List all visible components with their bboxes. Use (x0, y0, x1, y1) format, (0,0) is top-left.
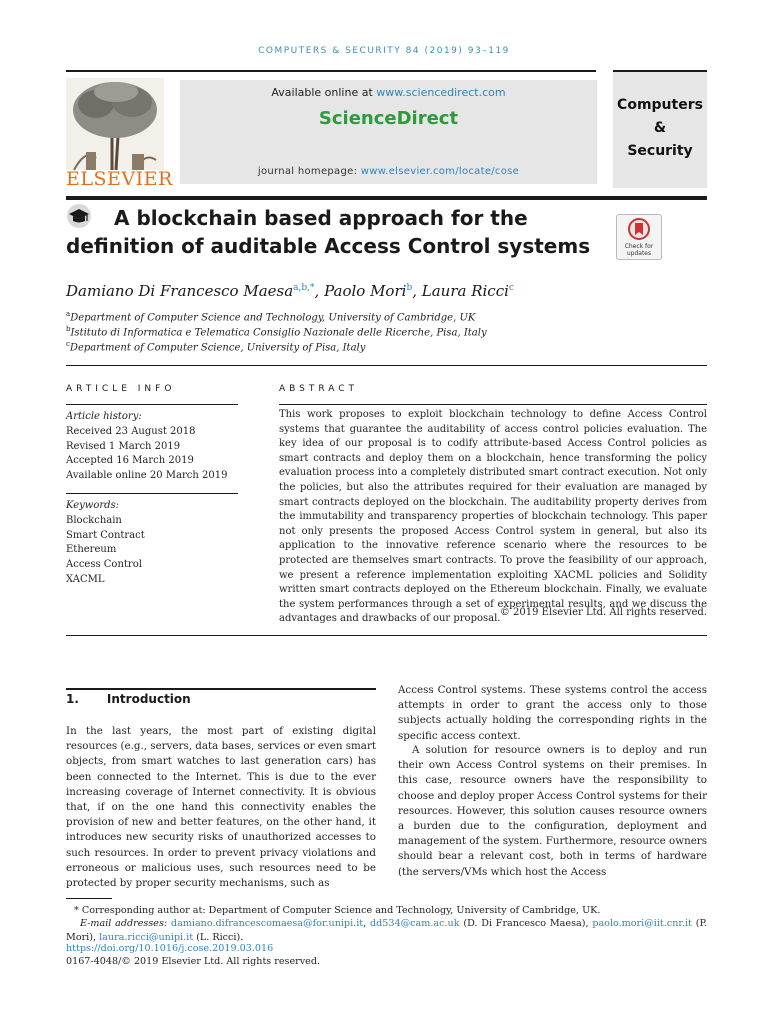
affiliation-separator (66, 365, 707, 366)
history-revised: Revised 1 March 2019 (66, 440, 181, 452)
available-online-line (180, 86, 597, 99)
keywords-rule (66, 493, 238, 494)
elsevier-wordmark: ELSEVIER (66, 168, 173, 190)
keyword-item: XACML (66, 573, 105, 585)
affiliation-b (66, 325, 487, 338)
issn-copyright: 0167-4048/© 2019 Elsevier Ltd. All rights reserved. (66, 956, 321, 967)
keywords-label: Keywords: (66, 500, 120, 511)
sciencedirect-link[interactable]: www.sciencedirect.com (376, 86, 506, 99)
intro-paragraph-1: In the last years, the most part of existing digital resources (e.g., servers, data bases, services or even smart objects, from smart watches to last generation cars) has been connected to the Internet. This is due to the ever increasing coverage of Internet connectivity. It is obvious that, if on the one hand this connectivity enables the provision of new and better features, on the other hand, it introduces new security risks of unauthorized accesses to such resources. In order to prevent privacy violations and erroneous or malicious uses, such resources need to be protected by proper security mechanisms, such as (66, 725, 376, 890)
title-line-1 (66, 204, 606, 232)
cover-line-3: Security (627, 143, 693, 159)
affiliation-a (66, 310, 475, 323)
abstract-body: This work proposes to exploit blockchain technology to define Access Control systems that guarantee the auditability of access control policies evaluation. The key idea of our proposal is to codify attribute-based Access Control policies as smart contracts and deploy them on a blockchain, hence transforming the policy evaluation process into a completely distributed smart contract execution. Not only the policies, but also the attributes required for their evaluation are managed by smart contracts deployed on the blockchain. The auditability property derives from the immutability and transparency properties of blockchain technology. This paper not only presents the proposed Access Control system in general, but also its application to the innovative reference scenario where the resources to be protected are themselves smart contracts. To prove the feasibility of our approach, we present a reference implementation exploiting XACML policies and Solidity written smart contracts deployed on the Ethereum blockchain. Finally, we evaluate the system performances through a set of experimental results, and we discuss the advantages and drawbacks of our proposal. (279, 409, 707, 625)
abstract-copyright: © 2019 Elsevier Ltd. All rights reserved. (499, 607, 707, 618)
affiliation-marker: b (66, 325, 71, 333)
affiliation-marker: a (66, 310, 71, 318)
footnote-rule (66, 898, 112, 899)
email-link[interactable]: dd534@cam.ac.uk (369, 918, 460, 929)
keyword-item: Smart Contract (66, 529, 145, 541)
keyword-item: Access Control (66, 559, 142, 571)
corresponding-author-text: Corresponding author at: Department of Computer Science and Technology, University of Cambridge, UK. (81, 905, 601, 916)
author-affiliation-marker[interactable]: a,b,* (293, 283, 315, 293)
bookmark-ribbon-icon (617, 215, 661, 245)
journal-homepage-line (180, 166, 597, 177)
author-affiliation-marker[interactable]: c (508, 283, 514, 293)
email-label: E-mail addresses: (80, 918, 168, 929)
affiliation-marker: c (66, 340, 70, 348)
article-info-heading: ARTICLE INFO (66, 384, 176, 394)
keyword-item: Blockchain (66, 514, 122, 526)
corresponding-author-note (66, 904, 707, 918)
email-separator: , (363, 918, 370, 929)
check-for-updates-badge[interactable] (616, 214, 662, 260)
author-name: Paolo Mori (324, 282, 407, 300)
cover-line-1: Computers (617, 97, 703, 113)
cover-line-2: & (653, 120, 667, 136)
email-addresses (66, 917, 707, 944)
intro-heading-rule (66, 688, 376, 690)
abstract-rule (279, 404, 707, 405)
history-accepted: Accepted 16 March 2019 (66, 455, 194, 467)
email-owner: (P. Mori), (66, 918, 707, 943)
section-title: Introduction (106, 692, 191, 706)
keyword-item: Ethereum (66, 544, 117, 556)
available-online-label: Available online at (271, 86, 377, 99)
author-list: Damiano Di Francesco Maesa$^{a,b,*}$, Paolo Mori$^b$, Laura Ricci$^c$ (66, 282, 514, 300)
affiliation-text: Department of Computer Science and Technology, University of Cambridge, UK (70, 312, 476, 324)
email-owner: (L. Ricci). (193, 931, 244, 943)
sciencedirect-brand: ScienceDirect (318, 108, 459, 129)
column2-paragraph-2: A solution for resource owners is to deploy and run their own Access Control systems on their premises. In this case, resource owners have the responsibility to choose and deploy proper Access Control systems for their resources. However, this solution causes resource owners a burden due to the configuration, deployment and management of the system. Furthermore, resource owners should bear a relevant cost, both in terms of hardware (the servers/VMs which host the Access (398, 744, 707, 878)
history-available: Available online 20 March 2019 (66, 470, 228, 482)
email-link[interactable]: laura.ricci@unipi.it (99, 931, 194, 943)
graduation-cap-icon (66, 204, 92, 228)
doi-link[interactable]: https://doi.org/10.1016/j.cose.2019.03.016 (66, 943, 274, 954)
journal-cover (613, 72, 707, 188)
journal-homepage-label: journal homepage: (257, 166, 361, 177)
email-owner: (D. Di Francesco Maesa), (459, 918, 593, 929)
title-text-2: definition of auditable Access Control systems (66, 234, 591, 258)
author-affiliation-marker[interactable]: b (406, 283, 413, 293)
column2-paragraph-1: Access Control systems. These systems control the access attempts in order to grant the access only to those subjects actually holding the corresponding rights in the specific access context. (398, 684, 707, 742)
article-history (66, 410, 238, 484)
top-rule (66, 70, 596, 72)
email-link[interactable]: paolo.mori@iit.cnr.it (592, 918, 692, 929)
sciencedirect-banner (180, 80, 597, 184)
journal-homepage-link[interactable]: www.elsevier.com/locate/cose (360, 166, 520, 177)
journal-running-head: COMPUTERS & SECURITY 84 (2019) 93–119 (258, 46, 510, 56)
article-info-rule (66, 404, 238, 405)
author-name: Laura Ricci (421, 282, 509, 300)
affiliation-c (66, 340, 365, 353)
affiliation-text: Department of Computer Science, University of Pisa, Italy (69, 342, 366, 354)
section-number: 1. (66, 692, 79, 706)
keywords (66, 499, 238, 588)
email-link[interactable]: damiano.difrancescomaesa@for.unipi.it (170, 918, 364, 929)
history-received: Received 23 August 2018 (66, 425, 196, 437)
intro-heading (66, 692, 191, 706)
abstract-heading: ABSTRACT (279, 384, 359, 394)
check-for-updates-label: Check for updates (624, 243, 654, 257)
front-matter-bottom-rule (66, 635, 707, 636)
title-text-1: A blockchain based approach for the (114, 206, 528, 230)
journal-cover-title (613, 94, 707, 163)
affiliation-text: Istituto di Informatica e Telematica Consiglio Nazionale delle Ricerche, Pisa, Italy (70, 327, 487, 339)
asterisk-marker: * (74, 905, 79, 916)
history-label: Article history: (66, 411, 142, 422)
header-thick-rule (66, 196, 707, 200)
author-name: Damiano Di Francesco Maesa (66, 282, 294, 300)
article-title (66, 204, 606, 260)
